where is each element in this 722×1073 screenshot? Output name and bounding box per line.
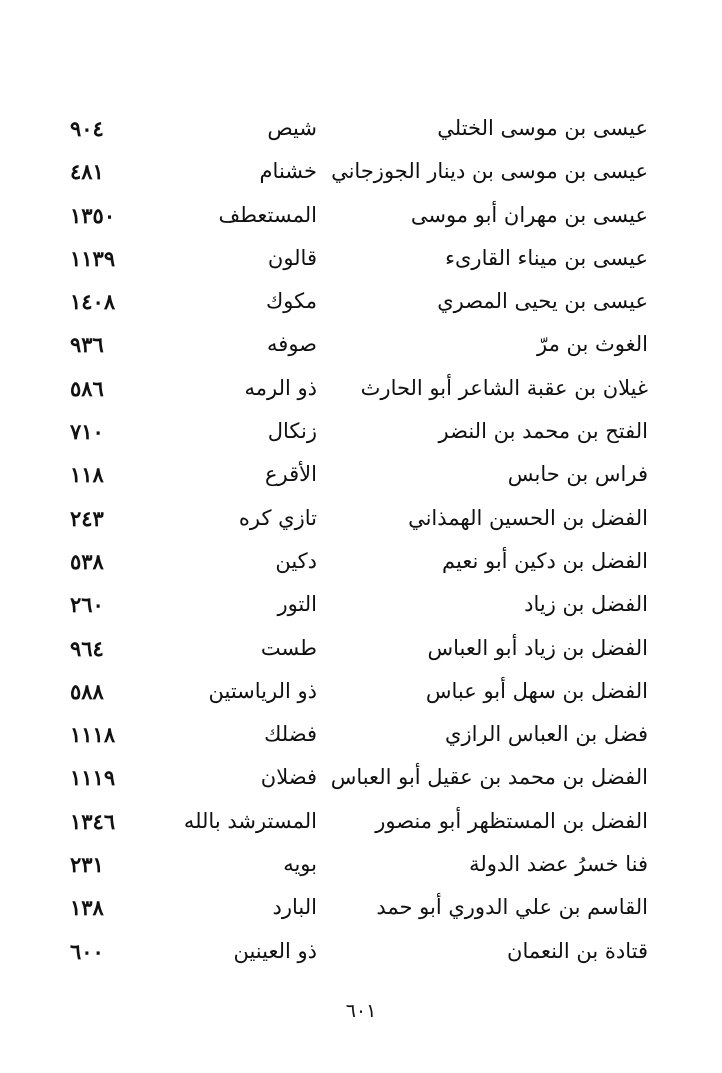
person-name: عيسى بن مهران أبو موسى	[410, 202, 648, 227]
index-entry-row	[60, 413, 660, 456]
person-name: عيسى بن ميناء القارىء	[445, 245, 648, 270]
person-name: فنا خسرُ عضد الدولة	[469, 852, 648, 877]
person-name: الفضل بن الحسين الهمذاني	[408, 505, 648, 530]
nickname: ذو الرياستين	[208, 678, 317, 703]
index-entry-row	[60, 543, 660, 586]
person-name: الفضل بن زياد أبو العباس	[427, 635, 648, 660]
page-reference: ٧١٠	[70, 419, 104, 445]
index-entry-row	[60, 153, 660, 196]
index-entry-row	[60, 673, 660, 716]
index-entry-row	[60, 456, 660, 499]
page-reference: ١١٨	[70, 462, 104, 488]
index-entry-row	[60, 370, 660, 413]
page-reference: ١١١٨	[70, 722, 116, 748]
person-name: الغوث بن مرّ	[537, 332, 648, 357]
index-entry-row	[60, 197, 660, 240]
index-entry-row	[60, 846, 660, 889]
index-entry-row	[60, 326, 660, 369]
person-name: الفضل بن محمد بن عقيل أبو العباس	[330, 765, 648, 790]
index-entry-row	[60, 500, 660, 543]
nickname: قالون	[267, 245, 317, 270]
person-name: فضل بن العباس الرازي	[445, 722, 648, 747]
page-reference: ٩٦٤	[70, 635, 104, 661]
page-reference: ١٣٥٠	[70, 202, 116, 228]
page-reference: ٩٠٤	[70, 116, 104, 141]
nickname: ذو الرمه	[244, 375, 317, 400]
index-entry-row	[60, 586, 660, 629]
page-reference: ١٣٨	[70, 895, 104, 921]
page-reference: ١٣٤٦	[70, 808, 116, 834]
nickname: الأقرع	[265, 462, 317, 487]
nickname-index-table	[60, 110, 660, 976]
person-name: غيلان بن عقبة الشاعر أبو الحارث	[360, 375, 648, 400]
page-reference: ٢٤٣	[70, 505, 104, 531]
page-reference: ١١٣٩	[70, 245, 116, 271]
page-reference: ٢٣١	[70, 852, 104, 878]
page-reference: ٤٨١	[70, 159, 104, 185]
index-entry-row	[60, 716, 660, 759]
nickname: طست	[260, 635, 317, 660]
nickname: خشنام	[259, 159, 317, 184]
person-name: القاسم بن علي الدوري أبو حمد	[376, 895, 648, 920]
nickname: دكين	[275, 548, 317, 573]
nickname: تازي كره	[238, 505, 317, 530]
nickname: شيص	[267, 116, 317, 140]
nickname: فضلان	[260, 765, 317, 790]
index-entry-row	[60, 240, 660, 283]
nickname: ذو العينين	[233, 938, 317, 963]
page-reference: ٥٨٨	[70, 678, 104, 704]
page-reference: ١١١٩	[70, 765, 116, 791]
page-reference: ٦٠٠	[70, 938, 104, 964]
person-name: عيسى بن موسى بن دينار الجوزجاني	[331, 159, 648, 184]
nickname: صوفه	[267, 332, 317, 357]
person-name: قتادة بن النعمان	[507, 938, 648, 963]
index-entry-row	[60, 759, 660, 802]
person-name: الفضل بن دكين أبو نعيم	[442, 548, 648, 573]
nickname: زنكال	[267, 419, 317, 444]
index-entry-row	[60, 889, 660, 932]
nickname: فضلك	[264, 722, 317, 747]
person-name: عيسى بن موسى الختلي	[437, 116, 648, 140]
nickname: المسترشد بالله	[183, 808, 317, 833]
index-entry-row	[60, 803, 660, 846]
nickname: مكوك	[265, 289, 317, 314]
index-entry-row	[60, 933, 660, 976]
nickname: البارد	[272, 895, 317, 920]
person-name: الفضل بن زياد	[524, 592, 648, 617]
page-reference: ٥٨٦	[70, 375, 104, 401]
index-entry-row	[60, 630, 660, 673]
person-name: فراس بن حابس	[507, 462, 648, 487]
index-entry-row	[60, 110, 660, 153]
person-name: الفضل بن المستظهر أبو منصور	[375, 808, 648, 833]
nickname: التور	[277, 592, 317, 617]
page-reference: ١٤٠٨	[70, 289, 116, 315]
person-name: الفضل بن سهل أبو عباس	[425, 678, 648, 703]
page-reference: ٥٣٨	[70, 548, 104, 574]
nickname: بويه	[283, 852, 317, 877]
person-name: عيسى بن يحيى المصري	[437, 289, 648, 314]
index-entry-row	[60, 283, 660, 326]
page-number: ٦٠١	[345, 1000, 377, 1022]
page-reference: ٩٣٦	[70, 332, 104, 358]
person-name: الفتح بن محمد بن النضر	[438, 419, 648, 444]
page-reference: ٢٦٠	[70, 592, 104, 618]
nickname: المستعطف	[218, 202, 317, 227]
